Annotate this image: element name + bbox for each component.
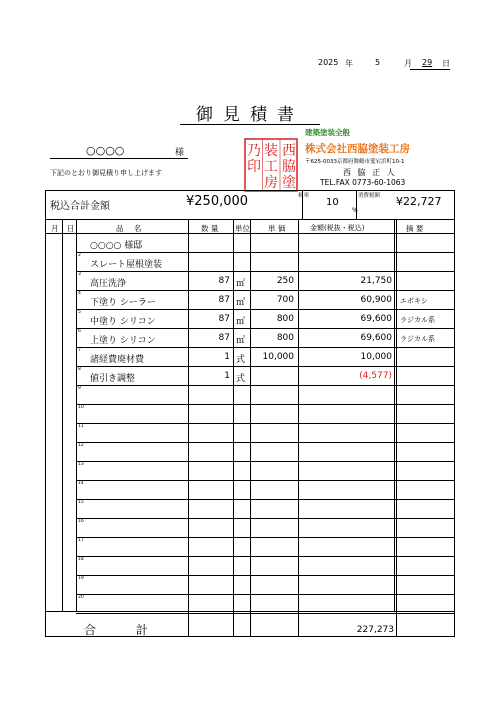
grid-line — [76, 328, 454, 329]
row-number: 16 — [78, 519, 84, 524]
tax-rate-label: 税率 — [298, 193, 310, 199]
grid-line — [76, 385, 454, 386]
row-number: 4 — [78, 291, 81, 296]
tax-rate-value: 10 — [326, 197, 339, 208]
company-name: 株式会社西脇塗装工房 — [305, 143, 410, 155]
row-amount: 69,600 — [360, 314, 392, 324]
grid-line — [76, 366, 454, 367]
row-unit: ㎡ — [236, 336, 246, 346]
col-item-header: 品 名 — [116, 224, 146, 233]
date-day-unit: 日 — [442, 59, 450, 68]
col-month-header: 月 — [51, 224, 59, 233]
row-price: 700 — [276, 295, 294, 305]
row-unit: ㎡ — [236, 317, 246, 327]
grid-line — [62, 219, 63, 611]
row-qty: 1 — [224, 371, 230, 381]
row-amount: (4,577) — [359, 371, 392, 381]
row-number: 14 — [78, 481, 84, 486]
row-price: 250 — [276, 276, 294, 286]
col-unit-header: 単位 — [235, 224, 250, 233]
row-item: 上塗り シリコン — [90, 336, 156, 346]
row-qty: 87 — [218, 314, 230, 324]
col-note-header: 摘 要 — [406, 224, 424, 233]
row-note: ラジカル系 — [400, 316, 435, 324]
total-label: 税込合計金額 — [50, 201, 110, 212]
row-item: 諸経費廃材費 — [90, 355, 145, 365]
row-unit: 式 — [236, 355, 246, 365]
row-item: 値引き調整 — [90, 374, 136, 384]
col-day-header: 日 — [67, 224, 75, 233]
grid-line — [302, 191, 303, 219]
row-item: 中塗り シリコン — [90, 317, 156, 327]
row-note: エポキシ — [400, 297, 428, 305]
date-year-unit: 年 — [345, 59, 353, 68]
grid-line — [76, 271, 454, 272]
company-tel: TEL.FAX 0773-60-1063 — [320, 178, 406, 187]
grid-line — [76, 442, 454, 443]
row-amount: 21,750 — [360, 276, 392, 286]
row-item: スレート屋根塗装 — [90, 260, 163, 270]
row-number: 20 — [78, 595, 84, 600]
grid-line — [76, 499, 454, 500]
grid-line — [76, 613, 454, 614]
row-number: 13 — [78, 462, 84, 467]
row-number: 18 — [78, 557, 84, 562]
row-number: 2 — [78, 253, 81, 258]
company-seal — [244, 138, 298, 192]
page-title: 御見積書 — [196, 105, 304, 125]
row-qty: 87 — [218, 333, 230, 343]
row-qty: 87 — [218, 276, 230, 286]
row-price: 10,000 — [262, 352, 294, 362]
date-day: 29 — [422, 58, 433, 67]
row-number: 6 — [78, 329, 81, 334]
client-name: ○○○○ — [86, 144, 125, 157]
seal-char: 乃 — [247, 143, 261, 159]
row-number: 19 — [78, 576, 84, 581]
company-representative: 西 脇 正 人 — [343, 168, 397, 177]
seal-char: 装 — [264, 143, 278, 159]
grid-line — [76, 461, 454, 462]
estimate-sheet — [45, 190, 455, 637]
row-number: 9 — [78, 386, 81, 391]
row-amount: 60,900 — [360, 295, 392, 305]
row-unit: ㎡ — [236, 279, 246, 289]
seal-char: 塗 — [282, 175, 296, 191]
grid-line — [76, 252, 454, 253]
row-number: 3 — [78, 272, 81, 277]
row-unit: ㎡ — [236, 298, 246, 308]
col-qty-header: 数 量 — [201, 224, 219, 233]
row-item: 高圧洗浄 — [90, 279, 127, 289]
grid-line — [76, 575, 454, 576]
row-amount: 69,600 — [360, 333, 392, 343]
row-price: 800 — [276, 314, 294, 324]
grid-line — [76, 290, 454, 291]
grid-line — [76, 423, 454, 424]
seal-char: 脇 — [282, 159, 296, 175]
tax-amount-value: ¥22,727 — [396, 195, 442, 208]
grid-line — [76, 556, 454, 557]
row-number: 8 — [78, 367, 81, 372]
grid-line — [233, 219, 234, 637]
row-item: 下塗り シーラー — [90, 298, 156, 308]
row-item: ○○○○ 様邸 — [90, 241, 143, 251]
grid-line — [76, 219, 77, 611]
tax-rate-unit: % — [352, 207, 358, 214]
grid-line — [76, 347, 454, 348]
row-number: 7 — [78, 348, 81, 353]
row-number: 15 — [78, 500, 84, 505]
grid-line — [76, 518, 454, 519]
company-address: 〒625-0033京都府舞鶴市愛宕浜町10-1 — [305, 159, 405, 165]
date-underline — [410, 69, 450, 70]
grid-line — [76, 404, 454, 405]
row-note: ラジカル系 — [400, 335, 435, 343]
grid-line — [394, 219, 395, 611]
row-amount: 10,000 — [360, 352, 392, 362]
seal-char: 印 — [247, 159, 261, 175]
tax-amount-label: 消費税額 — [358, 193, 381, 199]
seal-char: 房 — [264, 175, 278, 191]
title-underline — [180, 124, 320, 125]
col-price-header: 単 価 — [268, 224, 286, 233]
grid-line — [356, 191, 357, 219]
row-number: 12 — [78, 443, 84, 448]
row-number: 17 — [78, 538, 84, 543]
row-qty: 1 — [224, 352, 230, 362]
intro-text: 下記のとおり御見積り申し上げます — [50, 169, 162, 177]
business-type: 建築塗装全般 — [305, 128, 350, 137]
total-value: ¥250,000 — [186, 194, 249, 209]
grid-line — [76, 309, 454, 310]
grid-line — [76, 537, 454, 538]
grid-line — [76, 594, 454, 595]
col-amount-header: 金額(税抜・税込) — [310, 224, 365, 232]
grid-line — [76, 480, 454, 481]
grid-line — [396, 219, 397, 637]
row-number: 10 — [78, 405, 84, 410]
grand-total-label: 合 計 — [84, 623, 166, 637]
date-month: 5 — [375, 58, 381, 67]
seal-char: 工 — [264, 159, 278, 175]
grand-total-value: 227,273 — [356, 625, 394, 635]
client-underline — [50, 158, 188, 159]
row-qty: 87 — [218, 295, 230, 305]
date-month-unit: 月 — [404, 59, 412, 68]
seal-char: 西 — [282, 143, 296, 159]
client-honorific: 様 — [175, 148, 185, 158]
date-year: 2025 — [318, 58, 339, 67]
row-number: 5 — [78, 310, 81, 315]
row-number: 11 — [78, 424, 84, 429]
row-unit: 式 — [236, 374, 246, 384]
row-price: 800 — [276, 333, 294, 343]
